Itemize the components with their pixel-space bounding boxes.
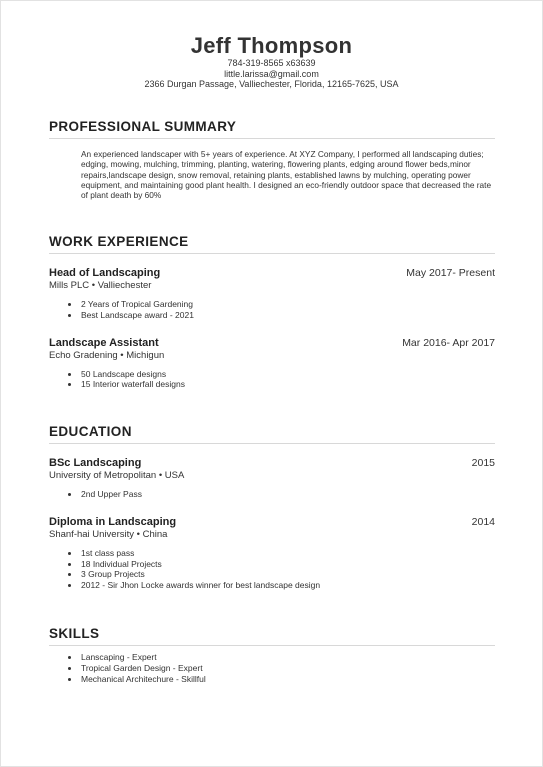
work-entry bbox=[49, 266, 495, 321]
education-heading: EDUCATION bbox=[49, 424, 495, 444]
list-item: 18 Individual Projects bbox=[81, 559, 495, 570]
list-item: 15 Interior waterfall designs bbox=[81, 379, 495, 390]
job-highlights bbox=[49, 369, 495, 391]
list-item: Tropical Garden Design - Expert bbox=[81, 663, 495, 674]
summary-text: An experienced landscaper with 5+ years of experience. At XYZ Company, I performed all landscaping duties; edging, mowing, mulching, trimming, planting, watering, flowering plants, edging around flower beds,minor repairs,landscape design, snow removal, retaining plants, established lawns by mulching, operating power equipment, and maintaining good plant health. I designed an eco-friendly outdoor space that decreased the rate of plant death by 60% bbox=[81, 149, 492, 201]
job-employer: Echo Gradening • Michigun bbox=[49, 349, 165, 361]
degree-highlights bbox=[49, 548, 495, 591]
list-item: Best Landscape award - 2021 bbox=[81, 310, 495, 321]
phone-number: 784-319-8565 x63639 bbox=[227, 58, 316, 68]
job-title: Landscape Assistant bbox=[49, 336, 159, 349]
list-item: 2 Years of Tropical Gardening bbox=[81, 299, 495, 310]
list-item: 2nd Upper Pass bbox=[81, 489, 495, 500]
work-section bbox=[49, 234, 495, 390]
list-item: Lanscaping - Expert bbox=[81, 652, 495, 663]
education-entry bbox=[49, 456, 495, 500]
work-heading: WORK EXPERIENCE bbox=[49, 234, 495, 254]
degree-institution: Shanf-hai University • China bbox=[49, 528, 168, 540]
list-item: 3 Group Projects bbox=[81, 569, 495, 580]
job-highlights bbox=[49, 299, 495, 321]
degree-year: 2015 bbox=[471, 457, 495, 469]
job-employer: Mills PLC • Valliechester bbox=[49, 280, 152, 291]
candidate-name: Jeff Thompson bbox=[190, 33, 353, 58]
degree-year: 2014 bbox=[471, 515, 495, 528]
degree-title: BSc Landscaping bbox=[49, 457, 142, 469]
list-item: Mechanical Architechure - Skillful bbox=[81, 674, 495, 685]
skills-heading: SKILLS bbox=[49, 626, 495, 646]
education-section bbox=[49, 424, 495, 591]
list-item: 2012 - Sir Jhon Locke awards winner for best landscape design bbox=[81, 580, 495, 591]
job-title: Head of Landscaping bbox=[49, 267, 161, 279]
job-dates: Mar 2016- Apr 2017 bbox=[402, 336, 495, 349]
skills-list bbox=[49, 652, 495, 684]
summary-section bbox=[49, 119, 495, 200]
email-address: little.larissa@gmail.com bbox=[224, 68, 319, 79]
summary-heading: PROFESSIONAL SUMMARY bbox=[49, 119, 495, 139]
work-entry bbox=[49, 336, 495, 391]
list-item: 1st class pass bbox=[81, 548, 495, 559]
postal-address: 2366 Durgan Passage, Valliechester, Florida, 12165-7625, USA bbox=[144, 79, 399, 89]
degree-title: Diploma in Landscaping bbox=[49, 515, 177, 528]
list-item: 50 Landscape designs bbox=[81, 369, 495, 380]
resume-header bbox=[1, 1, 542, 90]
skills-section bbox=[49, 626, 495, 684]
degree-institution: University of Metropolitan • USA bbox=[49, 470, 185, 481]
job-dates: May 2017- Present bbox=[406, 267, 495, 279]
education-entry bbox=[49, 515, 495, 591]
degree-highlights bbox=[49, 489, 495, 500]
